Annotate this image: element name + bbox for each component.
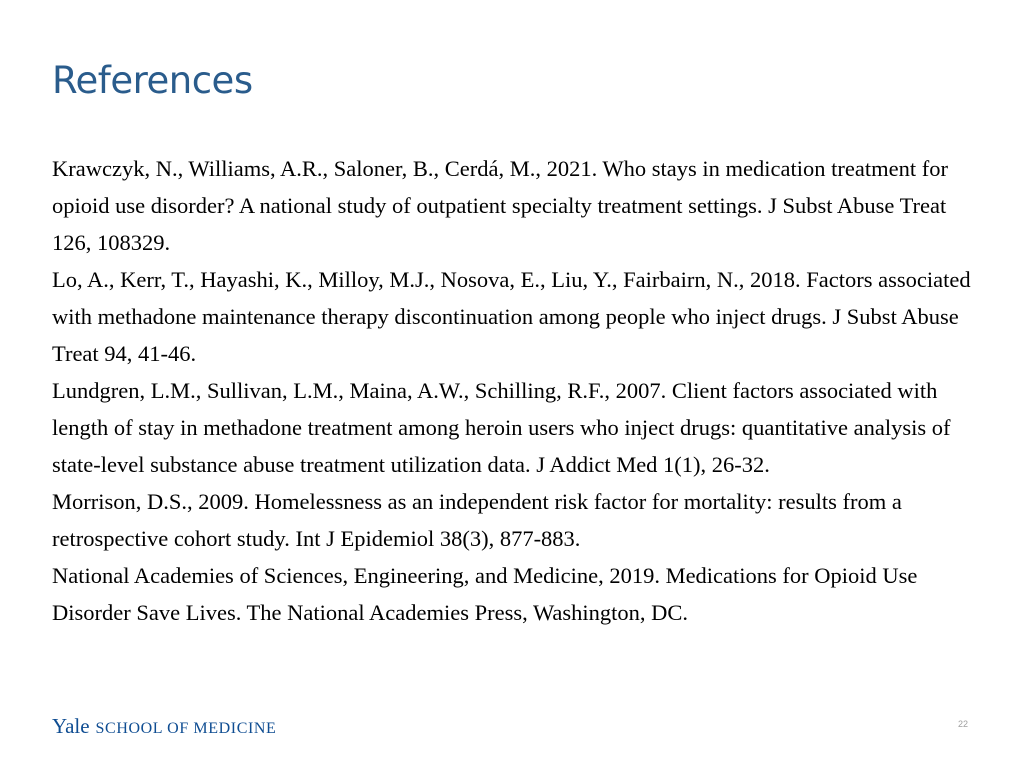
slide-title: References <box>52 59 253 102</box>
reference-item: National Academies of Sciences, Engineering, and Medicine, 2019. Medications for Opioid Use Disorder Save Lives. The National Academies Press, Washington, DC. <box>52 563 918 625</box>
reference-item: Lundgren, L.M., Sullivan, L.M., Maina, A.W., Schilling, R.F., 2007. Client factors associated with length of stay in methadone treatment among heroin users who inject drugs: quantitative analysis of state-level substance abuse treatment utilization data. J Addict Med 1(1), 26-32. <box>52 378 951 477</box>
reference-item: Lo, A., Kerr, T., Hayashi, K., Milloy, M.J., Nosova, E., Liu, Y., Fairbairn, N., 2018. Factors associated with methadone maintenance therapy discontinuation among people who inject drugs. J Subst Abuse Treat 94, 41-46. <box>52 267 971 366</box>
reference-item: Morrison, D.S., 2009. Homelessness as an independent risk factor for mortality: results from a retrospective cohort study. Int J Epidemiol 38(3), 877-883. <box>52 489 902 551</box>
logo-school-text: SCHOOL OF MEDICINE <box>95 720 277 737</box>
reference-item: Krawczyk, N., Williams, A.R., Saloner, B., Cerdá, M., 2021. Who stays in medication treatment for opioid use disorder? A national study of outpatient specialty treatment settings. J Subst Abuse Treat 126, 108329. <box>52 156 948 255</box>
logo-yale-text: Yale <box>52 714 90 738</box>
yale-school-of-medicine-logo <box>52 714 276 739</box>
reference-list <box>52 150 982 631</box>
page-number: 22 <box>957 719 968 729</box>
